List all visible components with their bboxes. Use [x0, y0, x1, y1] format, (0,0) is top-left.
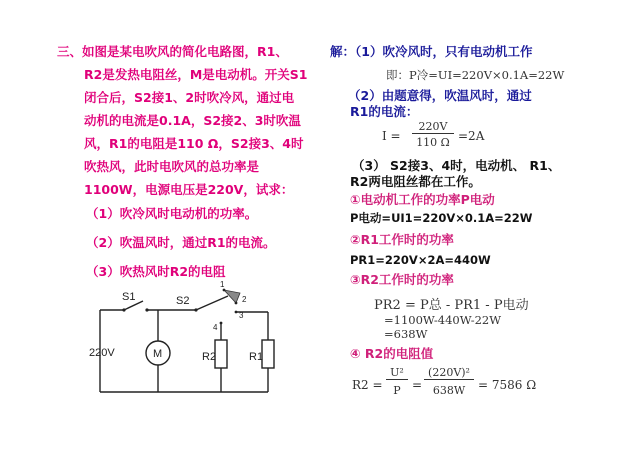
step-3-calc-1: =1100W-440W-22W [384, 313, 502, 327]
s1-contact-a [122, 308, 125, 311]
solution-part-3-heading-a: （3） S2接3、4时，电动机、 R1、 [352, 158, 561, 173]
current-formula-denominator: 110 Ω [416, 136, 450, 149]
terminal-1 [223, 289, 226, 292]
r1-label: R1 [249, 351, 264, 363]
terminal-1-label: 1 [220, 280, 225, 289]
terminal-3 [235, 311, 238, 314]
sub-question-1: （1）吹冷风时电动机的功率。 [86, 206, 258, 221]
resistance-den-1: P [393, 384, 401, 397]
step-3-title: ③R2工作时的功率 [350, 272, 454, 287]
resistance-num-1: U² [386, 366, 408, 380]
s1-contact-b [145, 308, 148, 311]
step-4-title: ④ R2的电阻值 [350, 346, 434, 361]
step-2-formula: PR1=220V×2A=440W [350, 253, 491, 267]
r1-resistor [262, 340, 274, 368]
resistance-formula [352, 366, 552, 406]
solution-part-1-formula: 即：P冷=UI=220V×0.1A=22W [386, 68, 565, 82]
step-3-calc-2: =638W [384, 327, 428, 341]
question-line-4: 动机的电流是0.1A，S2接2、3时吹温 [84, 113, 301, 128]
question-line-6: 吹热风，此时电吹风的总功率是 [84, 159, 260, 174]
current-formula-lhs: I = [382, 129, 401, 143]
resistance-result: = 7586 Ω [478, 378, 537, 392]
current-formula-numerator: 220V [412, 120, 454, 134]
solution-part-1-heading: 解：（1）吹冷风时，只有电动机工作 [330, 44, 533, 59]
sub-question-2: （2）吹温风时，通过R1的电流。 [86, 235, 276, 250]
terminal-3-label: 3 [239, 311, 244, 320]
solution-part-3-heading-b: R2两电阻丝都在工作。 [350, 174, 481, 189]
s2-label: S2 [176, 295, 190, 307]
question-line-7: 1100W，电源电压是220V，试求： [84, 182, 294, 197]
solution-part-2-heading-a: （2）由题意得，吹温风时，通过 [348, 88, 532, 103]
question-line-2: R2是发热电阻丝，M是电动机。开关S1 [84, 67, 308, 82]
r2-resistor [215, 340, 227, 368]
s2-pivot [194, 308, 197, 311]
voltage-label: 220V [89, 347, 115, 359]
solution-part-2-heading-b: R1的电流： [350, 104, 419, 119]
step-3-equation: PR2 = P总 - PR1 - P电动 [374, 298, 529, 313]
question-line-1: 三、如图是某电吹风的简化电路图，R1、 [57, 44, 288, 59]
resistance-den-2: 638W [432, 384, 466, 397]
step-2-title: ②R1工作时的功率 [350, 232, 454, 247]
resistance-equals: = [412, 378, 423, 392]
question-line-5: 风，R1的电阻是110 Ω，S2接3、4时 [84, 136, 304, 151]
motor-label: M [153, 348, 163, 360]
current-formula-result: =2A [458, 129, 485, 143]
terminal-2 [235, 302, 238, 305]
question-line-3: 闭合后，S2接1、2时吹冷风，通过电 [84, 90, 295, 105]
terminal-2-label: 2 [242, 295, 247, 304]
resistance-lhs: R2 = [352, 378, 383, 392]
resistance-num-2: (220V)² [424, 366, 474, 380]
r2-label: R2 [202, 351, 217, 363]
s1-label: S1 [122, 291, 136, 303]
terminal-4 [220, 322, 223, 325]
sub-question-3: （3）吹热风时R2的电阻 [86, 264, 226, 279]
step-1-formula: P电动=UI1=220V×0.1A=22W [350, 211, 533, 225]
terminal-4-label: 4 [213, 323, 218, 332]
step-1-title: ①电动机工作的功率P电动 [350, 192, 495, 207]
